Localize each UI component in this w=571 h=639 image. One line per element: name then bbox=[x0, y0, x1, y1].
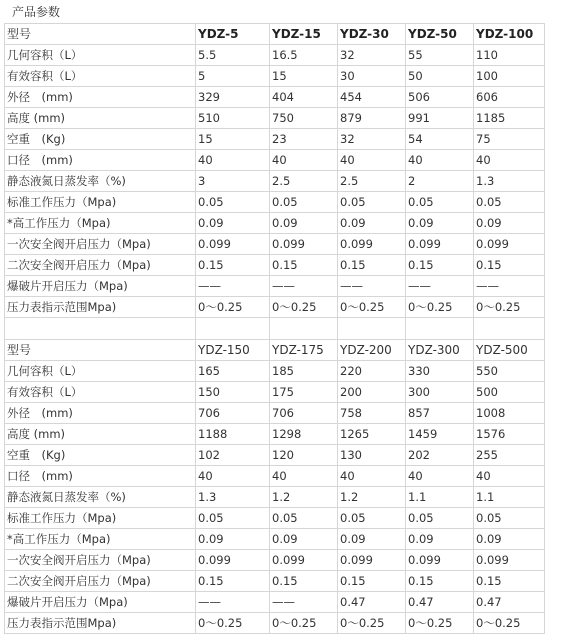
row-label: 型号 bbox=[5, 24, 196, 45]
model-cell: YDZ-15 bbox=[270, 24, 338, 45]
value-cell: 0.099 bbox=[474, 550, 545, 571]
model-cell: YDZ-5 bbox=[196, 24, 270, 45]
value-cell: 130 bbox=[338, 445, 406, 466]
row-label: 几何容积（L） bbox=[5, 45, 196, 66]
row-label: 外径 (mm) bbox=[5, 87, 196, 108]
value-cell: 0.15 bbox=[338, 255, 406, 276]
value-cell: 0～0.25 bbox=[474, 613, 545, 634]
value-cell: 0.15 bbox=[270, 255, 338, 276]
table2-row bbox=[5, 424, 545, 445]
table2-row bbox=[5, 403, 545, 424]
value-cell: 30 bbox=[338, 66, 406, 87]
row-label: 外径 (mm) bbox=[5, 403, 196, 424]
value-cell: 0.099 bbox=[196, 234, 270, 255]
table1-row bbox=[5, 45, 545, 66]
value-cell: 165 bbox=[196, 361, 270, 382]
row-label: 一次安全阀开启压力（Mpa) bbox=[5, 550, 196, 571]
row-label: 口径 (mm) bbox=[5, 466, 196, 487]
value-cell: 15 bbox=[270, 66, 338, 87]
value-cell: 2.5 bbox=[338, 171, 406, 192]
value-cell: 102 bbox=[196, 445, 270, 466]
value-cell: 606 bbox=[474, 87, 545, 108]
value-cell: 0.05 bbox=[338, 508, 406, 529]
value-cell: 0.09 bbox=[270, 529, 338, 550]
row-label: 爆破片开启压力（Mpa) bbox=[5, 276, 196, 297]
value-cell: —— bbox=[196, 592, 270, 613]
value-cell: 1.3 bbox=[474, 171, 545, 192]
value-cell: —— bbox=[338, 276, 406, 297]
value-cell: 706 bbox=[270, 403, 338, 424]
row-label: *高工作压力（Mpa) bbox=[5, 213, 196, 234]
value-cell: 506 bbox=[406, 87, 474, 108]
value-cell: 110 bbox=[474, 45, 545, 66]
value-cell: 0.099 bbox=[338, 234, 406, 255]
table2-model-row bbox=[5, 340, 545, 361]
section-heading: 产品参数 bbox=[12, 5, 61, 19]
value-cell: 0.05 bbox=[338, 192, 406, 213]
table1-row bbox=[5, 276, 545, 297]
row-label: 有效容积（L） bbox=[5, 66, 196, 87]
value-cell: 15 bbox=[196, 129, 270, 150]
value-cell: 120 bbox=[270, 445, 338, 466]
value-cell: 1188 bbox=[196, 424, 270, 445]
row-label: 压力表指示范围Mpa) bbox=[5, 613, 196, 634]
value-cell: 0.09 bbox=[196, 213, 270, 234]
value-cell: 0～0.25 bbox=[270, 297, 338, 318]
table1-row bbox=[5, 150, 545, 171]
spacer-row bbox=[5, 318, 545, 340]
row-label: 爆破片开启压力（Mpa) bbox=[5, 592, 196, 613]
value-cell: 1008 bbox=[474, 403, 545, 424]
empty-cell bbox=[196, 318, 270, 340]
value-cell: 50 bbox=[406, 66, 474, 87]
value-cell: 16.5 bbox=[270, 45, 338, 66]
row-label: 口径 (mm) bbox=[5, 150, 196, 171]
row-label: 二次安全阀开启压力（Mpa) bbox=[5, 571, 196, 592]
value-cell: 0.15 bbox=[474, 255, 545, 276]
value-cell: 0.15 bbox=[406, 255, 474, 276]
value-cell: —— bbox=[474, 276, 545, 297]
value-cell: 879 bbox=[338, 108, 406, 129]
value-cell: 40 bbox=[338, 466, 406, 487]
value-cell: 40 bbox=[196, 150, 270, 171]
row-label: 标准工作压力（Mpa) bbox=[5, 508, 196, 529]
value-cell: 255 bbox=[474, 445, 545, 466]
value-cell: —— bbox=[270, 592, 338, 613]
value-cell: 0.09 bbox=[406, 213, 474, 234]
table1-row bbox=[5, 129, 545, 150]
value-cell: 175 bbox=[270, 382, 338, 403]
value-cell: 0.09 bbox=[338, 529, 406, 550]
table1-row bbox=[5, 66, 545, 87]
empty-cell bbox=[338, 318, 406, 340]
row-label: 有效容积（L） bbox=[5, 382, 196, 403]
row-label: 二次安全阀开启压力（Mpa) bbox=[5, 255, 196, 276]
value-cell: 23 bbox=[270, 129, 338, 150]
value-cell: 1298 bbox=[270, 424, 338, 445]
value-cell: 0.15 bbox=[338, 571, 406, 592]
value-cell: 40 bbox=[406, 150, 474, 171]
table2-row bbox=[5, 382, 545, 403]
row-label: 一次安全阀开启压力（Mpa) bbox=[5, 234, 196, 255]
empty-cell bbox=[5, 318, 196, 340]
value-cell: 40 bbox=[338, 150, 406, 171]
value-cell: 220 bbox=[338, 361, 406, 382]
value-cell: 40 bbox=[474, 150, 545, 171]
value-cell: 1.1 bbox=[406, 487, 474, 508]
value-cell: 1185 bbox=[474, 108, 545, 129]
value-cell: 32 bbox=[338, 129, 406, 150]
value-cell: 0.099 bbox=[474, 234, 545, 255]
value-cell: 991 bbox=[406, 108, 474, 129]
value-cell: 0.15 bbox=[406, 571, 474, 592]
value-cell: 1576 bbox=[474, 424, 545, 445]
value-cell: 330 bbox=[406, 361, 474, 382]
value-cell: 0.099 bbox=[196, 550, 270, 571]
empty-cell bbox=[406, 318, 474, 340]
value-cell: 32 bbox=[338, 45, 406, 66]
table1-row bbox=[5, 192, 545, 213]
value-cell: 0.47 bbox=[338, 592, 406, 613]
value-cell: 40 bbox=[270, 466, 338, 487]
value-cell: 0.05 bbox=[196, 192, 270, 213]
value-cell: 1.2 bbox=[338, 487, 406, 508]
value-cell: 40 bbox=[406, 466, 474, 487]
table2-row bbox=[5, 613, 545, 634]
value-cell: 0～0.25 bbox=[196, 297, 270, 318]
table1-row bbox=[5, 255, 545, 276]
value-cell: 0～0.25 bbox=[338, 613, 406, 634]
table1-row bbox=[5, 213, 545, 234]
value-cell: 0.05 bbox=[406, 192, 474, 213]
model-cell: YDZ-30 bbox=[338, 24, 406, 45]
value-cell: 0.09 bbox=[196, 529, 270, 550]
table2-row bbox=[5, 571, 545, 592]
value-cell: 510 bbox=[196, 108, 270, 129]
value-cell: 55 bbox=[406, 45, 474, 66]
value-cell: 150 bbox=[196, 382, 270, 403]
value-cell: 0～0.25 bbox=[406, 613, 474, 634]
value-cell: 300 bbox=[406, 382, 474, 403]
table1-row bbox=[5, 108, 545, 129]
table2-row bbox=[5, 445, 545, 466]
model-cell: YDZ-300 bbox=[406, 340, 474, 361]
value-cell: 0.05 bbox=[406, 508, 474, 529]
row-label: 压力表指示范围Mpa) bbox=[5, 297, 196, 318]
value-cell: 0.099 bbox=[338, 550, 406, 571]
value-cell: 0.099 bbox=[406, 234, 474, 255]
row-label: 几何容积（L） bbox=[5, 361, 196, 382]
table1-row bbox=[5, 87, 545, 108]
row-label: 型号 bbox=[5, 340, 196, 361]
value-cell: 758 bbox=[338, 403, 406, 424]
value-cell: 185 bbox=[270, 361, 338, 382]
value-cell: 2.5 bbox=[270, 171, 338, 192]
value-cell: 40 bbox=[474, 466, 545, 487]
value-cell: 750 bbox=[270, 108, 338, 129]
table2-row bbox=[5, 361, 545, 382]
value-cell: 0.47 bbox=[406, 592, 474, 613]
value-cell: 200 bbox=[338, 382, 406, 403]
table2-row bbox=[5, 487, 545, 508]
value-cell: 0.15 bbox=[196, 571, 270, 592]
value-cell: 2 bbox=[406, 171, 474, 192]
value-cell: 706 bbox=[196, 403, 270, 424]
value-cell: 1.2 bbox=[270, 487, 338, 508]
value-cell: 0.05 bbox=[196, 508, 270, 529]
value-cell: 500 bbox=[474, 382, 545, 403]
value-cell: 0.09 bbox=[270, 213, 338, 234]
row-label: 标准工作压力（Mpa) bbox=[5, 192, 196, 213]
table2-row bbox=[5, 550, 545, 571]
row-label: 静态液氮日蒸发率（%) bbox=[5, 171, 196, 192]
value-cell: 0.15 bbox=[270, 571, 338, 592]
value-cell: —— bbox=[196, 276, 270, 297]
value-cell: 0.15 bbox=[196, 255, 270, 276]
value-cell: 329 bbox=[196, 87, 270, 108]
value-cell: 0.05 bbox=[270, 508, 338, 529]
value-cell: 857 bbox=[406, 403, 474, 424]
empty-cell bbox=[474, 318, 545, 340]
value-cell: —— bbox=[406, 276, 474, 297]
table2-row bbox=[5, 529, 545, 550]
table1-row bbox=[5, 171, 545, 192]
value-cell: 100 bbox=[474, 66, 545, 87]
row-label: 高度 (mm) bbox=[5, 108, 196, 129]
value-cell: 202 bbox=[406, 445, 474, 466]
value-cell: 404 bbox=[270, 87, 338, 108]
table1-row bbox=[5, 297, 545, 318]
row-label: 空重 (Kg) bbox=[5, 129, 196, 150]
value-cell: 0.09 bbox=[406, 529, 474, 550]
value-cell: 1459 bbox=[406, 424, 474, 445]
table2-row bbox=[5, 466, 545, 487]
table2-row bbox=[5, 592, 545, 613]
value-cell: 0.47 bbox=[474, 592, 545, 613]
value-cell: 0.05 bbox=[270, 192, 338, 213]
value-cell: 0.05 bbox=[474, 508, 545, 529]
model-cell: YDZ-150 bbox=[196, 340, 270, 361]
value-cell: 1.1 bbox=[474, 487, 545, 508]
value-cell: 3 bbox=[196, 171, 270, 192]
model-cell: YDZ-50 bbox=[406, 24, 474, 45]
value-cell: 1265 bbox=[338, 424, 406, 445]
model-cell: YDZ-175 bbox=[270, 340, 338, 361]
value-cell: 0.099 bbox=[270, 234, 338, 255]
row-label: *高工作压力（Mpa) bbox=[5, 529, 196, 550]
value-cell: 0.05 bbox=[474, 192, 545, 213]
value-cell: 0.09 bbox=[474, 529, 545, 550]
row-label: 静态液氮日蒸发率（%) bbox=[5, 487, 196, 508]
empty-cell bbox=[270, 318, 338, 340]
value-cell: 5 bbox=[196, 66, 270, 87]
value-cell: 0.09 bbox=[474, 213, 545, 234]
table2-row bbox=[5, 508, 545, 529]
value-cell: 454 bbox=[338, 87, 406, 108]
value-cell: 54 bbox=[406, 129, 474, 150]
value-cell: 40 bbox=[270, 150, 338, 171]
value-cell: 0.15 bbox=[474, 571, 545, 592]
value-cell: 0～0.25 bbox=[474, 297, 545, 318]
model-cell: YDZ-200 bbox=[338, 340, 406, 361]
value-cell: 40 bbox=[196, 466, 270, 487]
spec-table bbox=[4, 23, 545, 634]
value-cell: 0～0.25 bbox=[338, 297, 406, 318]
table1-row bbox=[5, 234, 545, 255]
value-cell: 0.099 bbox=[270, 550, 338, 571]
value-cell: 1.3 bbox=[196, 487, 270, 508]
value-cell: 0～0.25 bbox=[270, 613, 338, 634]
value-cell: 550 bbox=[474, 361, 545, 382]
value-cell: 0.099 bbox=[406, 550, 474, 571]
value-cell: 0.09 bbox=[338, 213, 406, 234]
model-cell: YDZ-100 bbox=[474, 24, 545, 45]
value-cell: —— bbox=[270, 276, 338, 297]
value-cell: 75 bbox=[474, 129, 545, 150]
table1-model-row bbox=[5, 24, 545, 45]
value-cell: 0～0.25 bbox=[196, 613, 270, 634]
row-label: 高度 (mm) bbox=[5, 424, 196, 445]
row-label: 空重 (Kg) bbox=[5, 445, 196, 466]
model-cell: YDZ-500 bbox=[474, 340, 545, 361]
value-cell: 5.5 bbox=[196, 45, 270, 66]
value-cell: 0～0.25 bbox=[406, 297, 474, 318]
